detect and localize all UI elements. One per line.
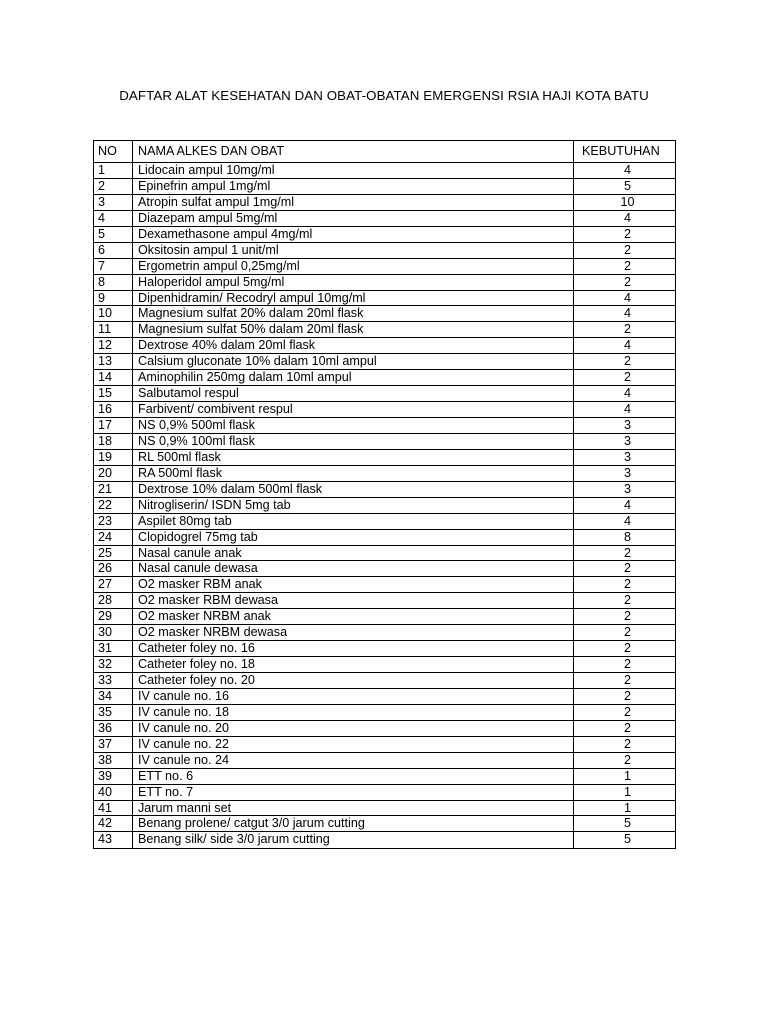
table-row <box>94 721 675 737</box>
item-quantity: 2 <box>623 258 631 273</box>
table-body <box>94 163 675 848</box>
table-row <box>94 370 675 386</box>
table-row <box>94 737 675 753</box>
item-quantity: 2 <box>623 720 631 735</box>
item-quantity: 2 <box>623 577 631 592</box>
table-row <box>94 689 675 705</box>
row-number: 4 <box>94 211 133 226</box>
item-name: Diazepam ampul 5mg/ml <box>133 211 574 226</box>
table-row <box>94 275 675 291</box>
table-row <box>94 769 675 785</box>
item-quantity: 2 <box>623 688 631 703</box>
item-name: Nasal canule dewasa <box>133 561 574 576</box>
item-quantity: 2 <box>623 625 631 640</box>
table-row <box>94 466 675 482</box>
row-number: 25 <box>94 546 133 561</box>
header-name: NAMA ALKES DAN OBAT <box>133 141 574 162</box>
row-number: 40 <box>94 785 133 800</box>
row-number: 20 <box>94 466 133 481</box>
item-quantity: 4 <box>623 306 631 321</box>
item-name: Dexamethasone ampul 4mg/ml <box>133 227 574 242</box>
table-row <box>94 577 675 593</box>
item-quantity: 4 <box>623 290 631 305</box>
row-number: 27 <box>94 577 133 592</box>
row-number: 11 <box>94 322 133 337</box>
table-row <box>94 593 675 609</box>
item-quantity: 3 <box>623 481 631 496</box>
item-quantity: 4 <box>623 497 631 512</box>
table-row <box>94 259 675 275</box>
item-name: NS 0,9% 500ml flask <box>133 418 574 433</box>
item-name: RL 500ml flask <box>133 450 574 465</box>
item-name: O2 masker NRBM dewasa <box>133 625 574 640</box>
row-number: 26 <box>94 561 133 576</box>
item-quantity: 2 <box>623 641 631 656</box>
item-quantity: 1 <box>623 784 631 799</box>
item-name: Catheter foley no. 20 <box>133 673 574 688</box>
row-number: 18 <box>94 434 133 449</box>
row-number: 16 <box>94 402 133 417</box>
item-name: Nitrogliserin/ ISDN 5mg tab <box>133 498 574 513</box>
item-name: Jarum manni set <box>133 801 574 816</box>
row-number: 2 <box>94 179 133 194</box>
item-name: IV canule no. 22 <box>133 737 574 752</box>
table-row <box>94 163 675 179</box>
item-name: Farbivent/ combivent respul <box>133 402 574 417</box>
item-name: IV canule no. 24 <box>133 753 574 768</box>
item-name: Lidocain ampul 10mg/ml <box>133 163 574 178</box>
row-number: 38 <box>94 753 133 768</box>
row-number: 21 <box>94 482 133 497</box>
row-number: 33 <box>94 673 133 688</box>
row-number: 35 <box>94 705 133 720</box>
item-name: Catheter foley no. 16 <box>133 641 574 656</box>
table-row <box>94 609 675 625</box>
item-name: Dextrose 40% dalam 20ml flask <box>133 338 574 353</box>
row-number: 28 <box>94 593 133 608</box>
row-number: 1 <box>94 163 133 178</box>
item-quantity: 2 <box>623 704 631 719</box>
table-row <box>94 243 675 259</box>
item-quantity: 5 <box>623 816 631 831</box>
item-name: ETT no. 6 <box>133 769 574 784</box>
row-number: 31 <box>94 641 133 656</box>
item-name: Oksitosin ampul 1 unit/ml <box>133 243 574 258</box>
item-name: Aminophilin 250mg dalam 10ml ampul <box>133 370 574 385</box>
item-quantity: 4 <box>623 338 631 353</box>
table-row <box>94 785 675 801</box>
table-row <box>94 402 675 418</box>
table-row <box>94 482 675 498</box>
item-quantity: 2 <box>623 545 631 560</box>
item-quantity: 2 <box>623 274 631 289</box>
row-number: 14 <box>94 370 133 385</box>
table-row <box>94 498 675 514</box>
item-name: IV canule no. 16 <box>133 689 574 704</box>
item-quantity: 2 <box>623 322 631 337</box>
row-number: 3 <box>94 195 133 210</box>
row-number: 6 <box>94 243 133 258</box>
item-quantity: 2 <box>623 752 631 767</box>
row-number: 9 <box>94 291 133 306</box>
table-row <box>94 227 675 243</box>
row-number: 32 <box>94 657 133 672</box>
item-name: Salbutamol respul <box>133 386 574 401</box>
row-number: 41 <box>94 801 133 816</box>
item-name: O2 masker RBM anak <box>133 577 574 592</box>
row-number: 12 <box>94 338 133 353</box>
item-name: Magnesium sulfat 20% dalam 20ml flask <box>133 306 574 321</box>
table-row <box>94 705 675 721</box>
item-quantity: 4 <box>623 386 631 401</box>
item-quantity: 5 <box>623 832 631 847</box>
table-row <box>94 673 675 689</box>
table-row <box>94 306 675 322</box>
item-name: Magnesium sulfat 50% dalam 20ml flask <box>133 322 574 337</box>
row-number: 42 <box>94 816 133 831</box>
item-quantity: 2 <box>623 226 631 241</box>
item-name: Dipenhidramin/ Recodryl ampul 10mg/ml <box>133 291 574 306</box>
table-row <box>94 832 675 848</box>
table-row <box>94 625 675 641</box>
table-row <box>94 546 675 562</box>
item-quantity: 8 <box>623 529 631 544</box>
row-number: 24 <box>94 530 133 545</box>
item-name: Ergometrin ampul 0,25mg/ml <box>133 259 574 274</box>
item-name: O2 masker RBM dewasa <box>133 593 574 608</box>
item-name: Dextrose 10% dalam 500ml flask <box>133 482 574 497</box>
table-row <box>94 386 675 402</box>
item-quantity: 2 <box>623 370 631 385</box>
row-number: 43 <box>94 832 133 848</box>
table-row <box>94 291 675 307</box>
row-number: 7 <box>94 259 133 274</box>
item-quantity: 10 <box>620 194 635 209</box>
item-quantity: 2 <box>623 561 631 576</box>
item-quantity: 3 <box>623 418 631 432</box>
table-header-row <box>94 141 675 163</box>
item-name: NS 0,9% 100ml flask <box>133 434 574 449</box>
item-name: IV canule no. 20 <box>133 721 574 736</box>
item-name: Benang silk/ side 3/0 jarum cutting <box>133 832 574 848</box>
item-name: Haloperidol ampul 5mg/ml <box>133 275 574 290</box>
item-quantity: 2 <box>623 673 631 687</box>
item-quantity: 4 <box>623 210 631 225</box>
row-number: 34 <box>94 689 133 704</box>
item-name: ETT no. 7 <box>133 785 574 800</box>
row-number: 23 <box>94 514 133 529</box>
item-quantity: 2 <box>623 609 631 624</box>
row-number: 15 <box>94 386 133 401</box>
row-number: 8 <box>94 275 133 290</box>
table-row <box>94 434 675 450</box>
item-name: RA 500ml flask <box>133 466 574 481</box>
item-quantity: 4 <box>623 402 631 417</box>
item-quantity: 2 <box>623 354 631 369</box>
row-number: 17 <box>94 418 133 433</box>
item-quantity: 4 <box>623 513 631 528</box>
row-number: 10 <box>94 306 133 321</box>
item-name: Catheter foley no. 18 <box>133 657 574 672</box>
table-row <box>94 211 675 227</box>
item-name: Epinefrin ampul 1mg/ml <box>133 179 574 194</box>
emergency-supplies-table <box>93 140 676 849</box>
row-number: 39 <box>94 769 133 784</box>
table-row <box>94 530 675 546</box>
table-row <box>94 354 675 370</box>
item-name: Nasal canule anak <box>133 546 574 561</box>
table-row <box>94 179 675 195</box>
table-row <box>94 801 675 817</box>
table-row <box>94 641 675 657</box>
item-quantity: 3 <box>623 449 631 464</box>
item-quantity: 4 <box>623 163 631 177</box>
row-number: 5 <box>94 227 133 242</box>
table-row <box>94 418 675 434</box>
item-quantity: 2 <box>623 657 631 672</box>
item-quantity: 2 <box>623 736 631 751</box>
table-row <box>94 816 675 832</box>
header-no: NO <box>94 141 133 162</box>
item-quantity: 2 <box>623 242 631 257</box>
page-title: DAFTAR ALAT KESEHATAN DAN OBAT-OBATAN EMERGENSI RSIA HAJI KOTA BATU <box>119 88 649 103</box>
table-row <box>94 514 675 530</box>
item-name: Atropin sulfat ampul 1mg/ml <box>133 195 574 210</box>
row-number: 19 <box>94 450 133 465</box>
table-row <box>94 450 675 466</box>
table-row <box>94 657 675 673</box>
row-number: 29 <box>94 609 133 624</box>
row-number: 36 <box>94 721 133 736</box>
item-quantity: 3 <box>623 465 631 480</box>
table-row <box>94 195 675 211</box>
item-name: Calsium gluconate 10% dalam 10ml ampul <box>133 354 574 369</box>
item-quantity: 1 <box>623 768 631 783</box>
row-number: 30 <box>94 625 133 640</box>
item-quantity: 5 <box>623 178 631 193</box>
item-quantity: 2 <box>623 593 631 608</box>
item-name: Clopidogrel 75mg tab <box>133 530 574 545</box>
item-name: O2 masker NRBM anak <box>133 609 574 624</box>
row-number: 13 <box>94 354 133 369</box>
item-name: IV canule no. 18 <box>133 705 574 720</box>
table-row <box>94 322 675 338</box>
item-quantity: 3 <box>623 433 631 448</box>
table-row <box>94 753 675 769</box>
item-name: Aspilet 80mg tab <box>133 514 574 529</box>
item-name: Benang prolene/ catgut 3/0 jarum cutting <box>133 816 574 831</box>
table-row <box>94 561 675 577</box>
item-quantity: 1 <box>623 800 631 815</box>
header-qty: KEBUTUHAN <box>582 144 660 158</box>
table-row <box>94 338 675 354</box>
row-number: 22 <box>94 498 133 513</box>
row-number: 37 <box>94 737 133 752</box>
